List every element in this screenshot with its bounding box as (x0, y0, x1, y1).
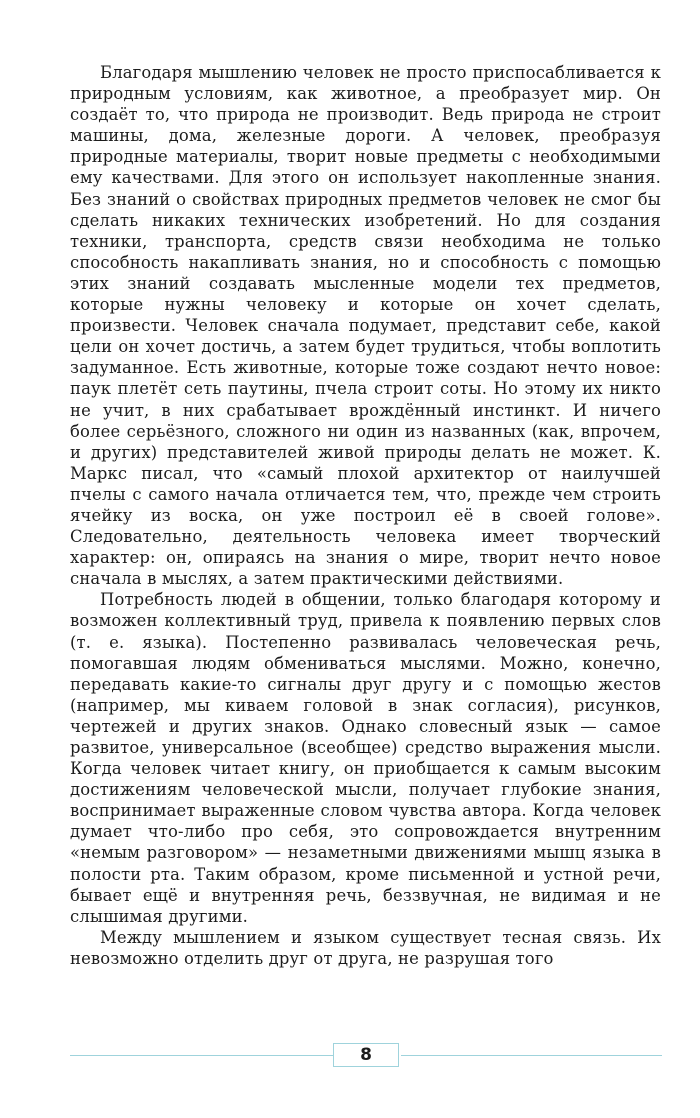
paragraph-language-and-speech: Потребность людей в общении, только благодаря которому и возможен коллективный труд, привела к появлению первых слов (т. е. языка). Постепенно развивалась человеческая речь, помогавшая людям обмениваться мыслями. Можно, конечно, передавать какие-то сигналы друг другу и с помощью жестов (например, мы киваем головой в знак согласия), рисунков, чертежей и других знаков. Однако словесный язык — самое развитое, универсальное (всеобщее) средство выражения мысли. Когда человек читает книгу, он приобщается к самым высоким достижениям человеческой мысли, получает глубокие знания, воспринимает выраженные словом чувства автора. Когда человек думает что-либо про себя, это сопровождается внутренним «немым разговором» — незаметными движениями мышц языка в полости рта. Таким образом, кроме письменной и устной речи, бывает ещё и внутренняя речь, беззвучная, не видимая и не слышимая другими. (70, 590, 661, 926)
footer-rule-right (401, 1055, 662, 1056)
page-footer (70, 1043, 662, 1069)
footer-rule-left (70, 1055, 333, 1056)
page-number: 8 (333, 1043, 399, 1067)
paragraph-thinking-and-language: Между мышлением и языком существует тесная связь. Их невозможно отделить друг от друга, не разрушая того (70, 927, 661, 968)
paragraph-thinking-transforms-world: Благодаря мышлению человек не просто приспосабливается к природным условиям, как животное, а преобразует мир. Он создаёт то, что природа не производит. Ведь природа не строит машины, дома, железные дороги. А человек, преобразуя природные материалы, творит новые предметы с необходимыми ему качествами. Для этого он использует накопленные знания. Без знаний о свойствах природных предметов человек не смог бы сделать никаких технических изобретений. Но для создания техники, транспорта, средств связи необходима не только способность накапливать знания, но и способность с помощью этих знаний создавать мысленные модели тех предметов, которые нужны человеку и которые он хочет сделать, произвести. Человек сначала подумает, представит себе, какой цели он хочет достичь, а затем будет трудиться, чтобы воплотить задуманное. Есть животные, которые тоже создают нечто новое: паук плетёт сеть паутины, пчела строит соты. Но этому их никто не учит, в них срабатывает врождённый инстинкт. И ничего более серьёзного, сложного ни один из названных (как, впрочем, и других) представителей живой природы делать не может. К. Маркс писал, что «самый плохой архитектор от наилучшей пчелы с самого начала отличается тем, что, прежде чем строить ячейку из воска, он уже построил её в своей голове». Следовательно, деятельность человека имеет творческий характер: он, опираясь на знания о мире, творит нечто новое сначала в мыслях, а затем практическими действиями. (70, 63, 661, 589)
page-body (70, 62, 661, 969)
